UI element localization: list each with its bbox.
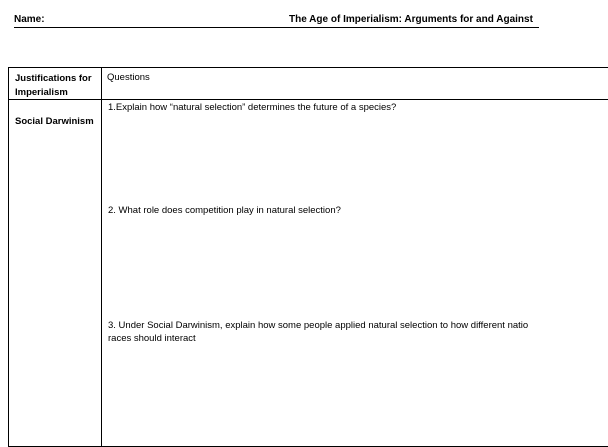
header-line [14, 14, 539, 28]
worksheet-table [8, 67, 608, 447]
question-1: 1.Explain how “natural selection” determines the future of a species? [108, 102, 397, 113]
question-3: 3. Under Social Darwinism, explain how some people applied natural selection to how different natio races should interact [108, 320, 529, 344]
justifications-header: Justifications for Imperialism [15, 73, 92, 98]
justifications-column [9, 68, 102, 446]
questions-header: Questions [107, 72, 150, 83]
name-label: Name: [14, 14, 45, 25]
question-2: 2. What role does competition play in natural selection? [108, 205, 341, 216]
category-social-darwinism: Social Darwinism [15, 116, 94, 127]
document-title: The Age of Imperialism: Arguments for and Against [289, 14, 533, 25]
